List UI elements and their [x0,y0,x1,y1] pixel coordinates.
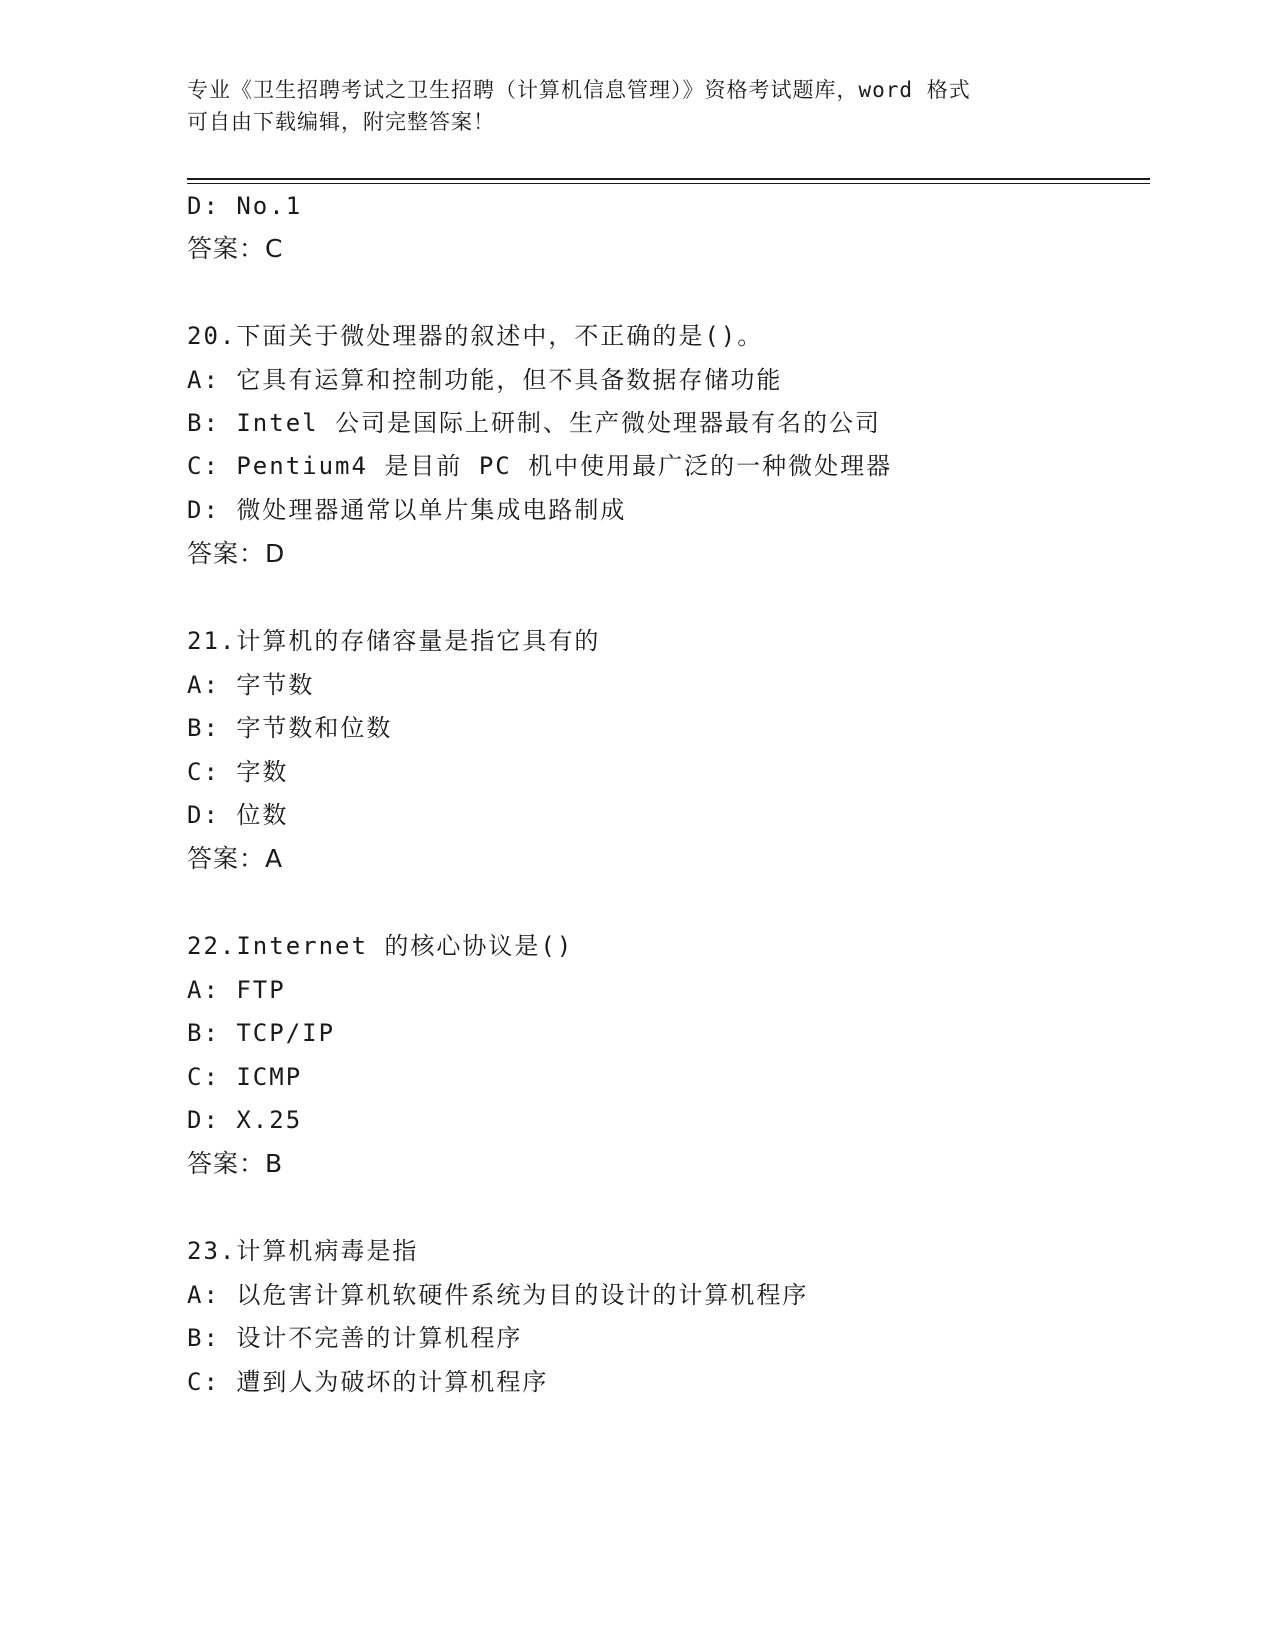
header-line-1: 专业《卫生招聘考试之卫生招聘（计算机信息管理）》资格考试题库，word 格式 [187,78,971,102]
question-21-answer: 答案：A [187,844,284,873]
question-22-option-c: C: ICMP [187,1063,303,1091]
header-divider-thin [187,183,1150,184]
question-22-option-a: A: FTP [187,976,286,1004]
question-21-stem: 21.计算机的存储容量是指它具有的 [187,627,601,655]
question-21-option-b: B: 字节数和位数 [187,714,393,742]
question-21-option-c: C: 字数 [187,758,289,786]
question-22-stem: 22.Internet 的核心协议是() [187,932,574,960]
header-divider-thick [187,178,1150,180]
question-23-stem: 23.计算机病毒是指 [187,1237,419,1265]
question-20-answer: 答案：D [187,539,286,568]
document-header [187,74,1067,138]
question-20-stem: 20.下面关于微处理器的叙述中，不正确的是()。 [187,322,764,350]
question-22-answer: 答案：B [187,1149,284,1178]
header-line-2: 可自由下载编辑，附完整答案！ [187,110,495,134]
question-22-option-b: B: TCP/IP [187,1019,336,1047]
prev-option-d: D: No.1 [187,192,303,220]
question-22-option-d: D: X.25 [187,1106,303,1134]
question-23-option-b: B: 设计不完善的计算机程序 [187,1324,523,1352]
question-23-option-a: A: 以危害计算机软硬件系统为目的设计的计算机程序 [187,1281,809,1309]
prev-answer: 答案：C [187,234,284,263]
question-20-option-b: B: Intel 公司是国际上研制、生产微处理器最有名的公司 [187,409,882,437]
question-20-option-a: A: 它具有运算和控制功能，但不具备数据存储功能 [187,366,783,394]
question-23-option-c: C: 遭到人为破坏的计算机程序 [187,1368,549,1396]
question-20-option-c: C: Pentium4 是目前 PC 机中使用最广泛的一种微处理器 [187,452,893,480]
question-21-option-d: D: 位数 [187,801,289,829]
question-21-option-a: A: 字节数 [187,671,315,699]
question-20-option-d: D: 微处理器通常以单片集成电路制成 [187,496,627,524]
